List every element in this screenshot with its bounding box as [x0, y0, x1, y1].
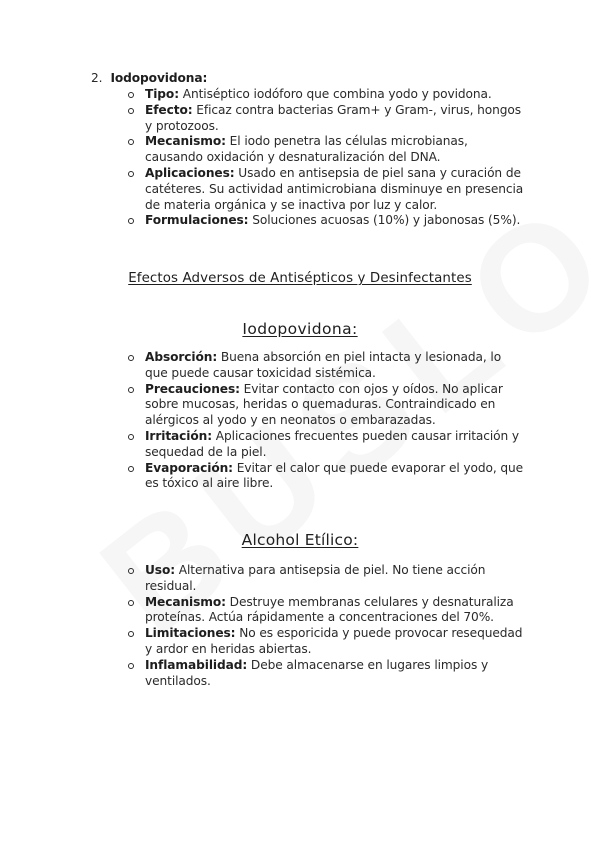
bullet-text: Evitar contacto con ojos y oídos. No aplicar sobre mucosas, heridas o quemaduras. Contraindicado en alérgicos al yodo y en neonatos o embarazadas.: [145, 381, 503, 428]
bullet-text: Aplicaciones frecuentes pueden causar irritación y sequedad de la piel.: [145, 428, 520, 459]
bullet-label: Limitaciones:: [145, 626, 236, 641]
bullet-text: Alternativa para antisepsia de piel. No tiene acción residual.: [145, 563, 486, 593]
list-item: [128, 429, 526, 461]
item-number: 2.: [91, 71, 103, 85]
list-item: [128, 350, 526, 382]
hollow-bullet-icon: [128, 631, 134, 637]
bullet-label: Aplicaciones:: [145, 165, 235, 180]
list-item: [128, 563, 528, 595]
bullet-text: Debe almacenarse en lugares limpios y ventilados.: [145, 657, 489, 688]
bullet-label: Tipo:: [145, 87, 179, 101]
iodopovidona-adverse-list: [128, 350, 526, 492]
bullet-text: El iodo penetra las células microbianas, causando oxidación y desnaturalización del DNA.: [145, 134, 468, 165]
hollow-bullet-icon: [128, 568, 134, 574]
bullet-text: Antiséptico iodóforo que combina yodo y povidona.: [178, 87, 492, 101]
bullet-text: No es esporicida y puede provocar resequedad y ardor en heridas abiertas.: [145, 626, 523, 656]
list-item: [128, 595, 528, 627]
list-item: [128, 626, 528, 658]
bullet-text: Buena absorción en piel intacta y lesionada, lo que puede causar toxicidad sistémica.: [145, 350, 502, 380]
hollow-bullet-icon: [128, 92, 134, 98]
list-item: [128, 213, 528, 229]
section-title-efectos-adversos: Efectos Adversos de Antisépticos y Desinfectantes: [128, 271, 472, 286]
hollow-bullet-icon: [128, 663, 134, 669]
list-item: [128, 461, 526, 493]
hollow-bullet-icon: [128, 355, 134, 361]
item-title: Iodopovidona:: [110, 71, 208, 85]
hollow-bullet-icon: [128, 434, 134, 440]
bullet-label: Mecanismo:: [145, 134, 226, 149]
subsection-title-iodopovidona: Iodopovidona:: [242, 320, 358, 338]
bullet-label: Precauciones:: [145, 381, 240, 396]
bullet-label: Formulaciones:: [145, 213, 249, 228]
bullet-text: Soluciones acuosas (10%) y jabonosas (5%).: [248, 213, 521, 228]
bullet-label: Mecanismo:: [145, 594, 226, 609]
iodopovidona-detail-list: [128, 87, 528, 229]
hollow-bullet-icon: [128, 218, 134, 224]
bullet-label: Absorción:: [145, 350, 218, 364]
list-item: [128, 134, 528, 166]
bullet-label: Efecto:: [145, 102, 193, 117]
hollow-bullet-icon: [128, 387, 134, 393]
list-item: [128, 658, 528, 690]
hollow-bullet-icon: [128, 171, 134, 177]
hollow-bullet-icon: [128, 600, 134, 606]
bullet-text: Usado en antisepsia de piel sana y curación de catéteres. Su actividad antimicrobiana disminuye en presencia de materia orgánica y se inactiva por luz y calor.: [145, 165, 524, 212]
bullet-text: Evitar el calor que puede evaporar el yodo, que es tóxico al aire libre.: [145, 460, 524, 491]
hollow-bullet-icon: [128, 139, 134, 145]
hollow-bullet-icon: [128, 466, 134, 472]
alcohol-etilico-list: [128, 563, 528, 689]
bullet-text: Eficaz contra bacterias Gram+ y Gram-, virus, hongos y protozoos.: [145, 102, 521, 133]
bullet-text: Destruye membranas celulares y desnaturaliza proteínas. Actúa rápidamente a concentraciones del 70%.: [145, 594, 514, 625]
numbered-item-heading: [91, 71, 207, 87]
list-item: [128, 166, 528, 213]
hollow-bullet-icon: [128, 108, 134, 114]
list-item: [128, 87, 528, 103]
bullet-label: Uso:: [145, 563, 175, 577]
list-item: [128, 382, 526, 429]
bullet-label: Evaporación:: [145, 460, 233, 475]
bullet-label: Irritación:: [145, 428, 213, 443]
subsection-title-alcohol-etilico: Alcohol Etílico:: [241, 531, 359, 549]
list-item: [128, 103, 528, 135]
bullet-label: Inflamabilidad:: [145, 657, 248, 672]
